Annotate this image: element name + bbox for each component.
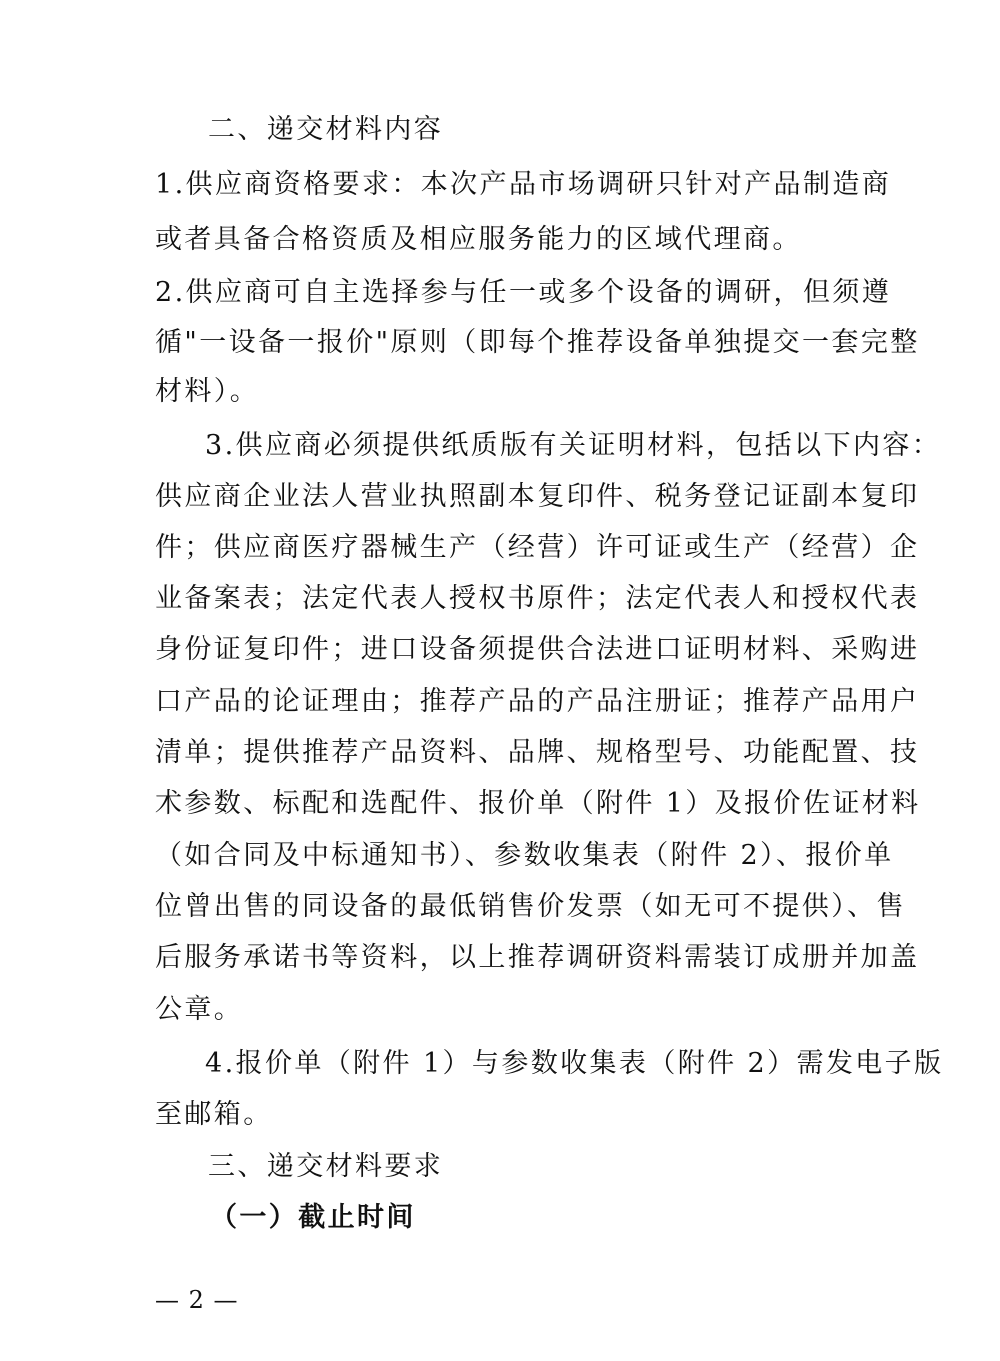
item-3-line-10: 位曾出售的同设备的最低销售价发票（如无可不提供）、售 <box>155 891 906 922</box>
page-number: — 2 — <box>155 1286 239 1314</box>
item-3-line-4: 业备案表；法定代表人授权书原件；法定代表人和授权代表 <box>155 583 920 614</box>
subsection-1-heading: （一）截止时间 <box>210 1202 416 1233</box>
section-3-heading: 三、递交材料要求 <box>208 1151 444 1182</box>
item-2-line-3: 材料）。 <box>155 376 260 407</box>
item-3-line-6: 口产品的论证理由；推荐产品的产品注册证；推荐产品用户 <box>155 686 920 717</box>
item-3-line-11: 后服务承诺书等资料，以上推荐调研资料需装订成册并加盖 <box>155 942 920 973</box>
item-2-line-1: 2.供应商可自主选择参与任一或多个设备的调研，但须遵 <box>155 277 892 308</box>
item-3-line-8: 术参数、标配和选配件、报价单（附件 1）及报价佐证材料 <box>155 788 921 819</box>
item-3-line-3: 件；供应商医疗器械生产（经营）许可证或生产（经营）企 <box>155 532 920 563</box>
item-2-line-2: 循"一设备一报价"原则（即每个推荐设备单独提交一套完整 <box>155 327 920 358</box>
item-3-line-5: 身份证复印件；进口设备须提供合法进口证明材料、采购进 <box>155 634 920 665</box>
item-3-line-7: 清单；提供推荐产品资料、品牌、规格型号、功能配置、技 <box>155 737 920 768</box>
item-4-line-1: 4.报价单（附件 1）与参数收集表（附件 2）需发电子版 <box>205 1048 944 1079</box>
item-1-line-1: 1.供应商资格要求：本次产品市场调研只针对产品制造商 <box>155 169 892 200</box>
section-2-heading: 二、递交材料内容 <box>208 114 444 145</box>
item-1-line-2: 或者具备合格资质及相应服务能力的区域代理商。 <box>155 224 802 255</box>
item-3-line-1: 3.供应商必须提供纸质版有关证明材料，包括以下内容： <box>205 430 942 461</box>
item-3-line-9: （如合同及中标通知书）、参数收集表（附件 2）、报价单 <box>155 840 894 871</box>
item-3-line-12: 公章。 <box>155 994 244 1025</box>
item-4-line-2: 至邮箱。 <box>155 1099 273 1130</box>
item-3-line-2: 供应商企业法人营业执照副本复印件、税务登记证副本复印 <box>155 481 920 512</box>
